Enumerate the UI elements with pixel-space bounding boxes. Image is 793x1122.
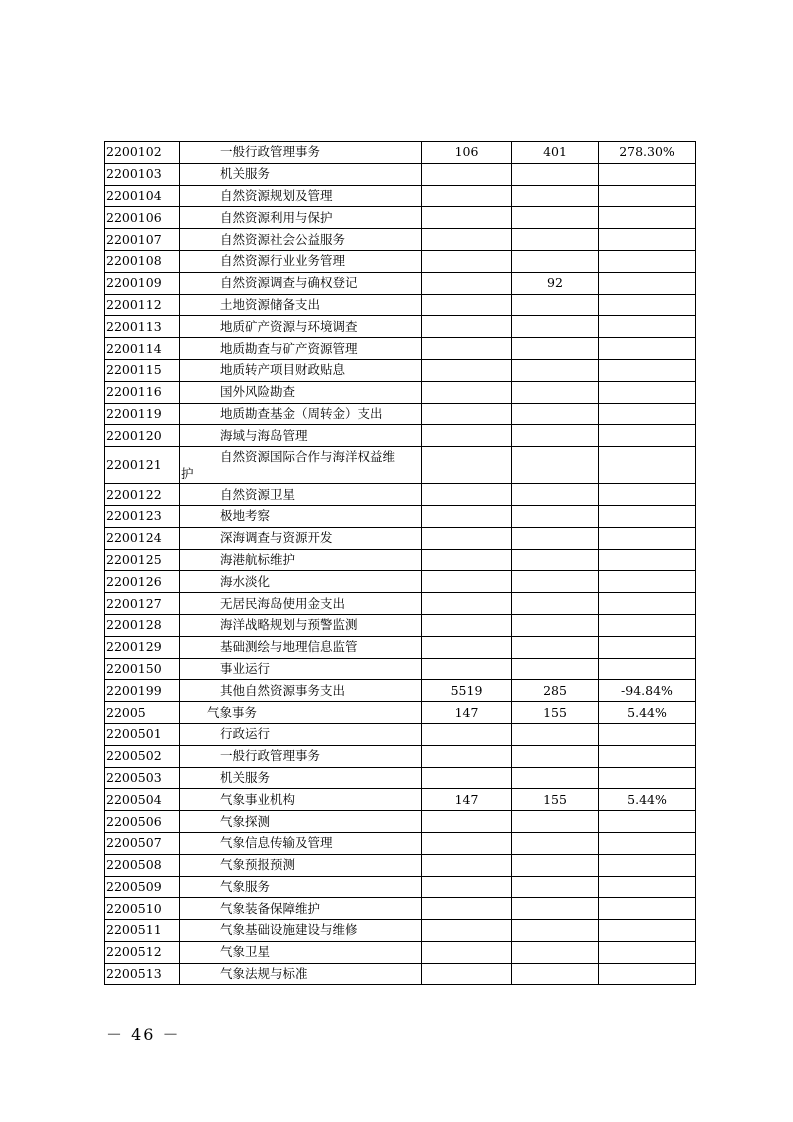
page-number: － 46 － [106,1025,181,1044]
account-code: 2200112 [105,294,180,316]
table-row [105,163,696,185]
account-code: 2200511 [105,920,180,942]
value-col1: 147 [422,789,512,811]
table-row [105,680,696,702]
account-name: 机关服务 [180,767,422,789]
account-name: 自然资源规划及管理 [180,185,422,207]
value-col2 [512,614,599,636]
account-name: 土地资源储备支出 [180,294,422,316]
table-row [105,505,696,527]
table-row [105,854,696,876]
value-col1 [422,593,512,615]
value-col1 [422,484,512,506]
table-row [105,636,696,658]
value-col1 [422,229,512,251]
value-col3 [599,207,696,229]
account-code: 2200122 [105,484,180,506]
account-code: 2200106 [105,207,180,229]
value-col2 [512,658,599,680]
account-code: 2200199 [105,680,180,702]
value-col3 [599,658,696,680]
account-name: 海港航标维护 [180,549,422,571]
account-code: 2200512 [105,941,180,963]
value-col2 [512,745,599,767]
account-name: 气象事务 [180,702,422,724]
value-col1: 5519 [422,680,512,702]
account-name: 深海调查与资源开发 [180,527,422,549]
value-col1: 147 [422,702,512,724]
value-col2: 155 [512,702,599,724]
account-name: 气象基础设施建设与维修 [180,920,422,942]
value-col3 [599,920,696,942]
value-col2 [512,447,599,484]
table-row [105,920,696,942]
value-col2: 155 [512,789,599,811]
account-code: 2200109 [105,272,180,294]
table-row [105,403,696,425]
value-col1 [422,920,512,942]
value-col3 [599,185,696,207]
value-col1 [422,207,512,229]
account-code: 2200128 [105,614,180,636]
value-col2 [512,185,599,207]
value-col2 [512,316,599,338]
account-code: 2200507 [105,832,180,854]
value-col3 [599,484,696,506]
value-col2 [512,484,599,506]
account-code: 2200102 [105,142,180,164]
account-code: 2200113 [105,316,180,338]
value-col1 [422,403,512,425]
table-row [105,658,696,680]
account-name: 无居民海岛使用金支出 [180,593,422,615]
value-col3 [599,876,696,898]
value-col3 [599,403,696,425]
account-code: 2200127 [105,593,180,615]
account-code: 2200126 [105,571,180,593]
value-col2 [512,425,599,447]
value-col2 [512,832,599,854]
table-row [105,294,696,316]
account-code: 2200115 [105,359,180,381]
account-code: 2200508 [105,854,180,876]
account-code: 22005 [105,702,180,724]
account-code: 2200103 [105,163,180,185]
value-col1 [422,163,512,185]
value-col3 [599,229,696,251]
account-name: 气象探测 [180,811,422,833]
value-col2 [512,549,599,571]
account-name: 气象卫星 [180,941,422,963]
value-col1 [422,767,512,789]
table-row [105,272,696,294]
account-name: 自然资源调查与确权登记 [180,272,422,294]
table-row [105,338,696,360]
budget-table-body [105,142,696,985]
account-code: 2200116 [105,381,180,403]
table-row [105,614,696,636]
account-name: 极地考察 [180,505,422,527]
value-col3 [599,571,696,593]
account-code: 2200108 [105,250,180,272]
table-row [105,359,696,381]
value-col3: -94.84% [599,680,696,702]
account-name-continuation: 护 [181,466,194,482]
account-code: 2200104 [105,185,180,207]
value-col1 [422,316,512,338]
table-row [105,484,696,506]
value-col2 [512,767,599,789]
value-col3 [599,338,696,360]
account-code: 2200501 [105,723,180,745]
table-row [105,549,696,571]
account-code: 2200509 [105,876,180,898]
value-col3 [599,614,696,636]
account-code: 2200506 [105,811,180,833]
value-col3 [599,593,696,615]
value-col1 [422,614,512,636]
value-col2 [512,898,599,920]
value-col2 [512,163,599,185]
value-col1 [422,338,512,360]
account-name: 基础测绘与地理信息监管 [180,636,422,658]
account-name: 气象预报预测 [180,854,422,876]
account-code: 2200510 [105,898,180,920]
table-row [105,876,696,898]
value-col3 [599,272,696,294]
value-col3 [599,767,696,789]
value-col1 [422,876,512,898]
account-code: 2200119 [105,403,180,425]
value-col3 [599,832,696,854]
table-row [105,811,696,833]
account-name: 海域与海岛管理 [180,425,422,447]
value-col2: 285 [512,680,599,702]
account-name: 气象服务 [180,876,422,898]
account-name: 海水淡化 [180,571,422,593]
value-col2 [512,963,599,985]
value-col2 [512,811,599,833]
value-col2 [512,920,599,942]
value-col1 [422,658,512,680]
table-row [105,447,696,484]
value-col1 [422,723,512,745]
account-name: 自然资源国际合作与海洋权益维 [220,449,396,465]
value-col1 [422,505,512,527]
value-col2 [512,250,599,272]
value-col1 [422,963,512,985]
value-col2 [512,941,599,963]
account-code: 2200513 [105,963,180,985]
value-col2 [512,636,599,658]
value-col1 [422,811,512,833]
value-col1 [422,941,512,963]
account-code: 2200125 [105,549,180,571]
value-col1 [422,854,512,876]
table-row [105,142,696,164]
value-col2 [512,571,599,593]
value-col1: 106 [422,142,512,164]
value-col1 [422,549,512,571]
account-name: 机关服务 [180,163,422,185]
table-row [105,702,696,724]
table-row [105,527,696,549]
value-col3 [599,636,696,658]
value-col1 [422,527,512,549]
account-name: 国外风险勘查 [180,381,422,403]
value-col2 [512,229,599,251]
value-col3 [599,316,696,338]
value-col2: 401 [512,142,599,164]
account-name: 其他自然资源事务支出 [180,680,422,702]
value-col1 [422,636,512,658]
value-col3 [599,381,696,403]
value-col3 [599,425,696,447]
account-name: 一般行政管理事务 [180,142,422,164]
account-name: 气象法规与标准 [180,963,422,985]
table-row [105,745,696,767]
value-col1 [422,832,512,854]
table-row [105,316,696,338]
table-row [105,425,696,447]
table-row [105,941,696,963]
account-name-wrapped [180,447,422,484]
account-code: 2200124 [105,527,180,549]
account-name: 地质勘查基金（周转金）支出 [180,403,422,425]
value-col1 [422,447,512,484]
value-col1 [422,272,512,294]
account-code: 2200120 [105,425,180,447]
account-name: 气象事业机构 [180,789,422,811]
value-col1 [422,898,512,920]
value-col1 [422,381,512,403]
table-row [105,229,696,251]
value-col3: 278.30% [599,142,696,164]
value-col3 [599,811,696,833]
table-row [105,207,696,229]
value-col2: 92 [512,272,599,294]
value-col1 [422,294,512,316]
table-row [105,767,696,789]
value-col1 [422,250,512,272]
value-col2 [512,338,599,360]
account-name: 地质转产项目财政贴息 [180,359,422,381]
value-col2 [512,403,599,425]
value-col3 [599,359,696,381]
account-name: 一般行政管理事务 [180,745,422,767]
value-col2 [512,505,599,527]
account-name: 行政运行 [180,723,422,745]
table-row [105,571,696,593]
account-code: 2200123 [105,505,180,527]
value-col2 [512,381,599,403]
value-col3 [599,527,696,549]
value-col3 [599,447,696,484]
value-col2 [512,527,599,549]
account-code: 2200121 [105,447,180,484]
value-col2 [512,723,599,745]
value-col2 [512,207,599,229]
table-row [105,593,696,615]
value-col3 [599,941,696,963]
value-col1 [422,185,512,207]
value-col2 [512,593,599,615]
account-code: 2200504 [105,789,180,811]
account-name: 海洋战略规划与预警监测 [180,614,422,636]
account-code: 2200503 [105,767,180,789]
table-row [105,185,696,207]
value-col3: 5.44% [599,789,696,811]
value-col1 [422,745,512,767]
account-name: 气象装备保障维护 [180,898,422,920]
value-col2 [512,294,599,316]
value-col3 [599,294,696,316]
account-name: 自然资源卫星 [180,484,422,506]
value-col3 [599,854,696,876]
value-col3 [599,163,696,185]
account-name: 自然资源利用与保护 [180,207,422,229]
account-name: 自然资源行业业务管理 [180,250,422,272]
account-code: 2200502 [105,745,180,767]
value-col1 [422,359,512,381]
account-code: 2200114 [105,338,180,360]
budget-table [104,141,696,985]
value-col2 [512,854,599,876]
table-row [105,723,696,745]
account-name: 气象信息传输及管理 [180,832,422,854]
table-row [105,250,696,272]
account-name: 事业运行 [180,658,422,680]
account-code: 2200107 [105,229,180,251]
table-row [105,381,696,403]
value-col2 [512,876,599,898]
value-col3: 5.44% [599,702,696,724]
account-code: 2200129 [105,636,180,658]
value-col3 [599,963,696,985]
value-col3 [599,898,696,920]
table-row [105,963,696,985]
value-col3 [599,549,696,571]
account-name: 自然资源社会公益服务 [180,229,422,251]
value-col2 [512,359,599,381]
value-col1 [422,425,512,447]
value-col3 [599,723,696,745]
table-row [105,789,696,811]
table-row [105,832,696,854]
table-row [105,898,696,920]
value-col3 [599,505,696,527]
account-name: 地质勘查与矿产资源管理 [180,338,422,360]
value-col1 [422,571,512,593]
account-code: 2200150 [105,658,180,680]
account-name: 地质矿产资源与环境调查 [180,316,422,338]
value-col3 [599,250,696,272]
value-col3 [599,745,696,767]
